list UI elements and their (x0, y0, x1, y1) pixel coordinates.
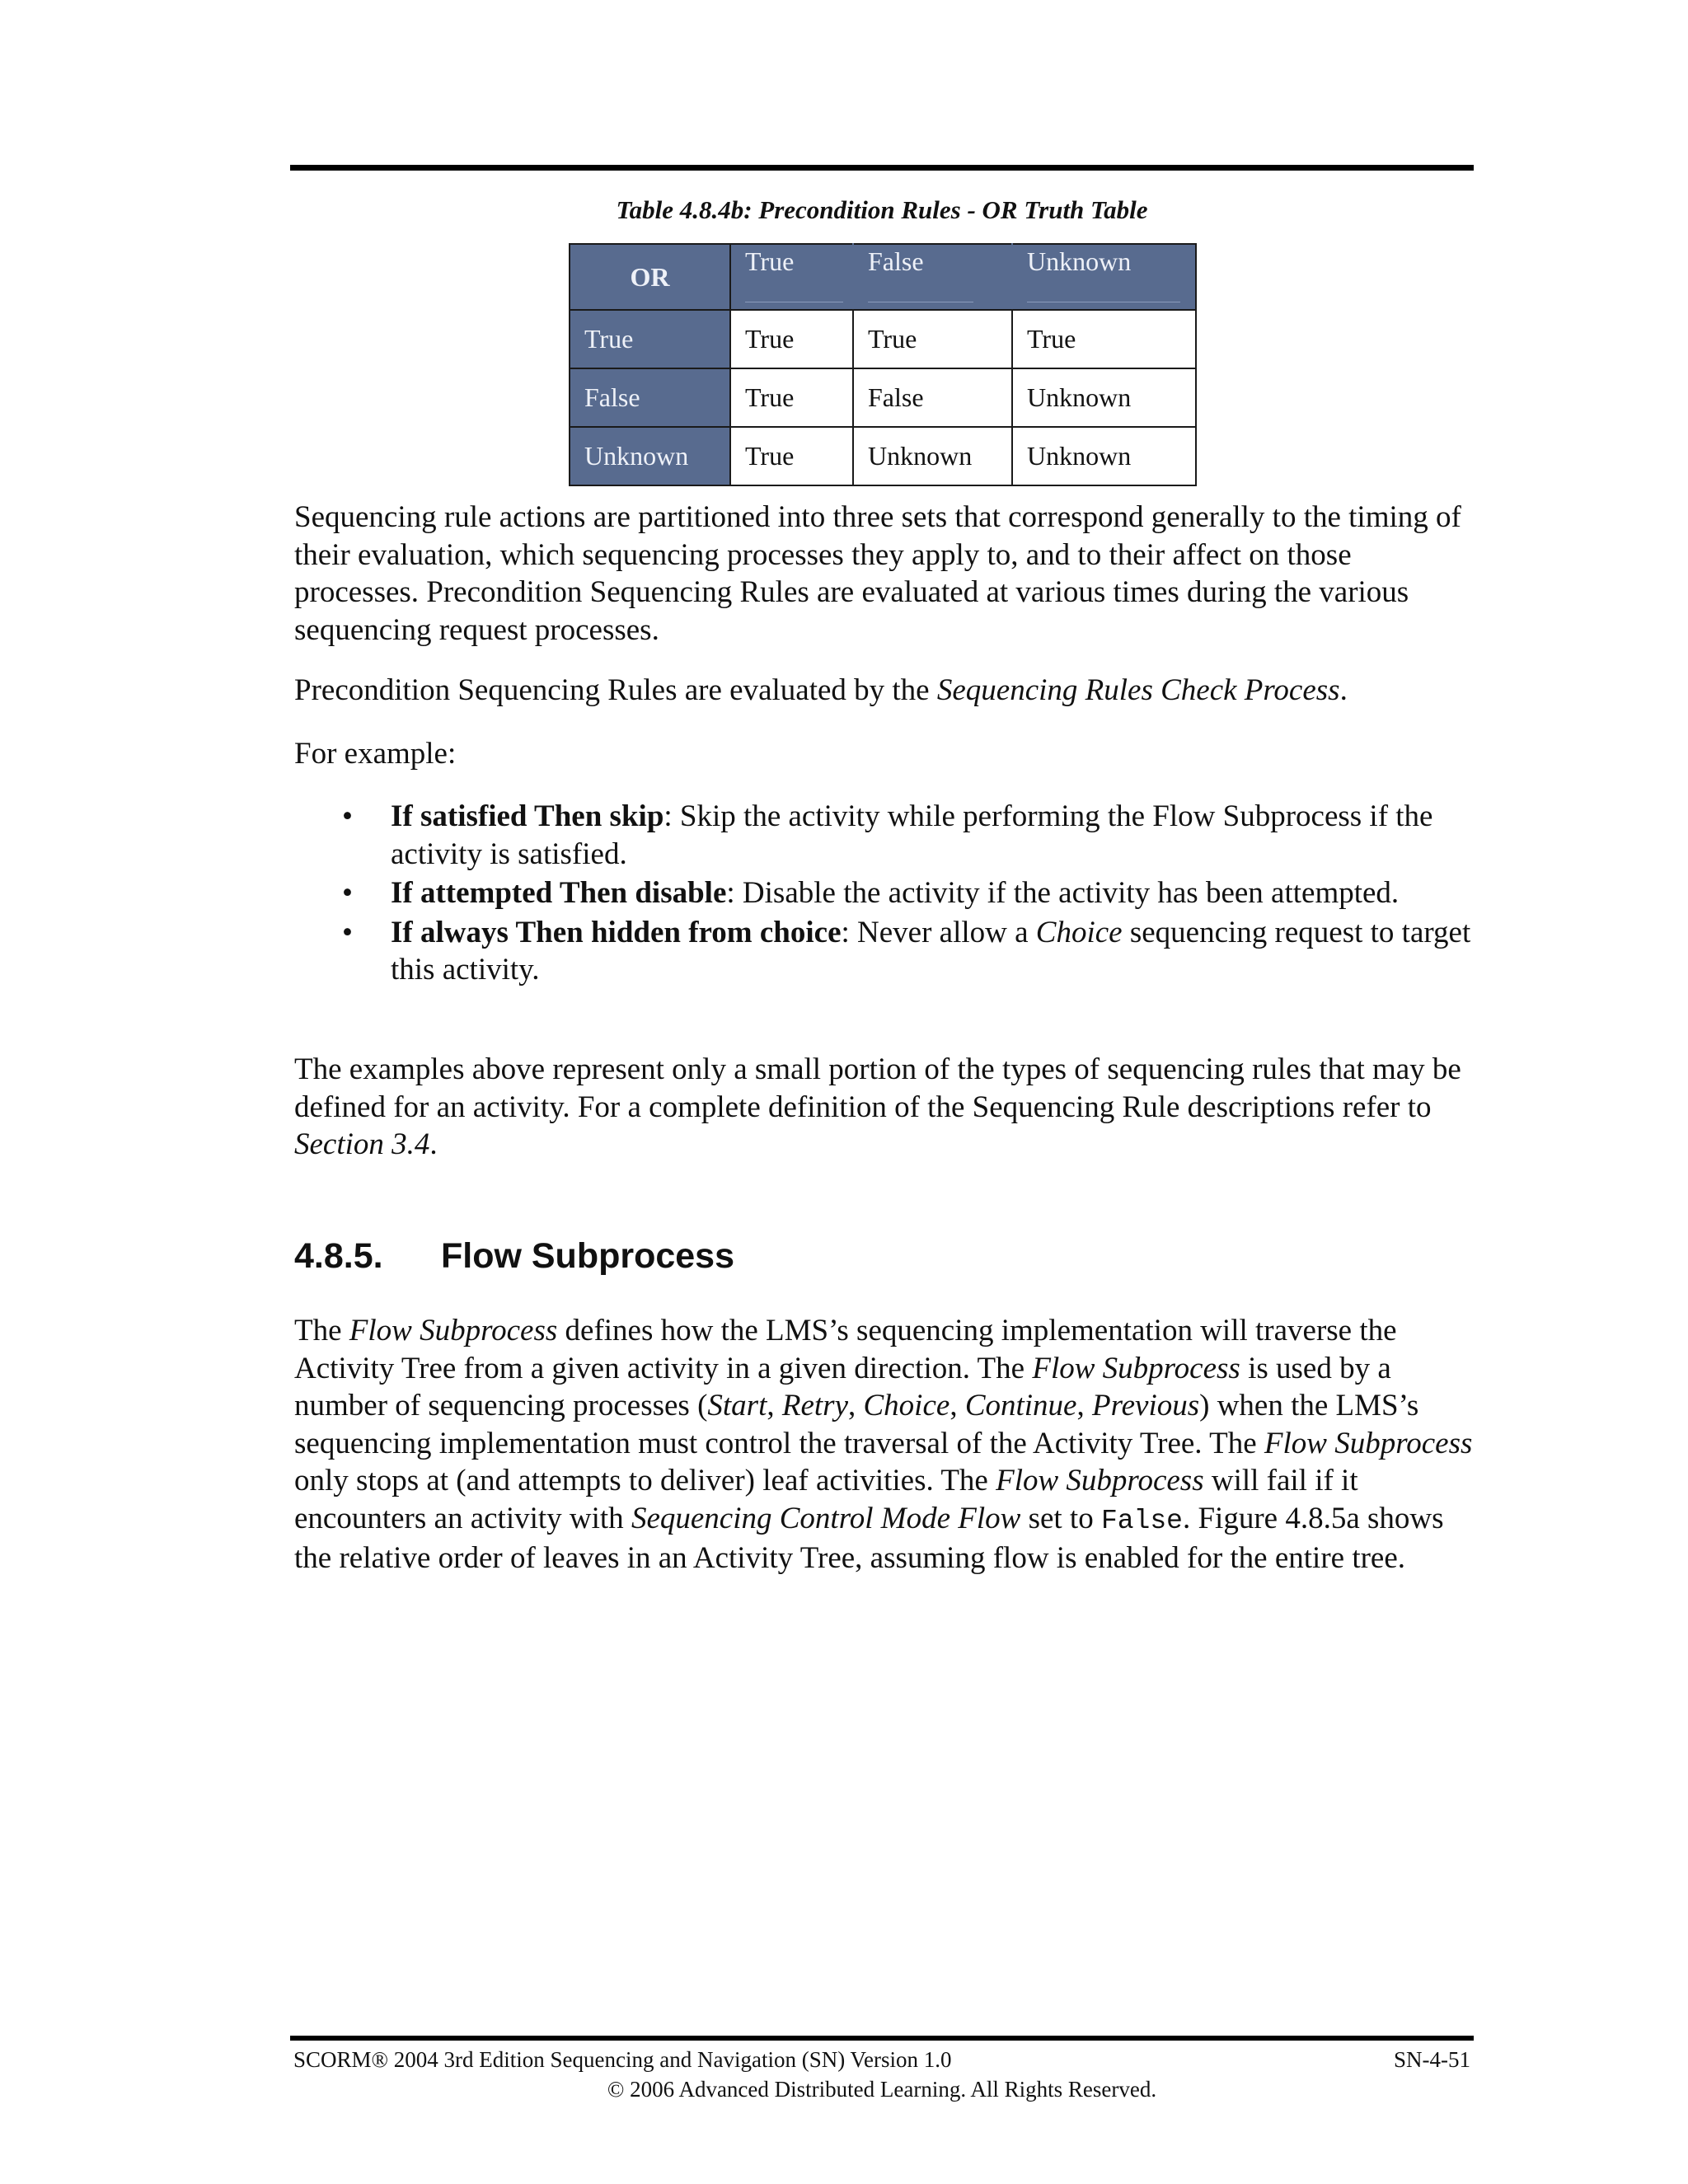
row-header: False (570, 368, 730, 427)
paragraph-precondition: Precondition Sequencing Rules are evaluated by the Sequencing Rules Check Process. (294, 673, 1348, 707)
paragraph-examples-summary: The examples above represent only a small portion of the types of sequencing rules that may be defined for an activity. For a complete definition of the Sequencing Rule descriptions refer to Section 3.4. (294, 1052, 1461, 1161)
table-cell: Unknown (853, 427, 1012, 485)
table-corner-cell: OR (570, 244, 730, 310)
table-cell: True (853, 310, 1012, 368)
row-header: True (570, 310, 730, 368)
table-cell: True (730, 310, 853, 368)
paragraph-for-example: For example: (294, 737, 457, 771)
table-cell: Unknown (1012, 427, 1196, 485)
column-header: True (730, 244, 853, 310)
table-row (570, 427, 1196, 485)
or-truth-table (569, 243, 1197, 486)
footer-copyright: © 2006 Advanced Distributed Learning. All Rights Reserved. (607, 2077, 1157, 2102)
bullet-icon: • (342, 799, 353, 833)
list-item: • If attempted Then disable: Disable the activity if the activity has been attempted. (294, 874, 1473, 912)
example-list (294, 798, 1473, 991)
row-header: Unknown (570, 427, 730, 485)
paragraph-flow-subprocess: The Flow Subprocess defines how the LMS’s sequencing implementation will traverse the Activity Tree from a given activity in a given direction. The Flow Subprocess is used by a number of sequencing processes (Start, Retry, Choice, Continue, Previous) when the LMS’s sequencing implementation must control the traversal of the Activity Tree. The Flow Subprocess only stops at (and attempts to deliver) leaf activities. The Flow Subprocess will fail if it encounters an activity with Sequencing Control Mode Flow set to False. Figure 4.8.5a shows the relative order of leaves in an Activity Tree, assuming flow is enabled for the entire tree. (294, 1314, 1473, 1575)
table-row (570, 368, 1196, 427)
table-cell: True (1012, 310, 1196, 368)
paragraph-rule-actions: Sequencing rule actions are partitioned into three sets that correspond generally to the timing of their evaluation, which sequencing processes they apply to, and to their affect on those processes. Precondition Sequencing Rules are evaluated at various times during the various sequencing request processes. (294, 500, 1461, 647)
list-item: • If satisfied Then skip: Skip the activity while performing the Flow Subprocess if the activity is satisfied. (342, 799, 1433, 871)
footer-rule (290, 2036, 1474, 2041)
column-header: False (853, 244, 1012, 310)
table-row (570, 310, 1196, 368)
list-item: • If always Then hidden from choice: Never allow a Choice sequencing request to target this activity. (342, 915, 1471, 987)
column-header: Unknown (1012, 244, 1196, 310)
page-footer (293, 2045, 1470, 2104)
header-rule (290, 165, 1474, 171)
table-cell: False (853, 368, 1012, 427)
section-heading: 4.8.5. Flow Subprocess (294, 1236, 735, 1276)
page-number: SN-4-51 (1394, 2047, 1470, 2072)
bullet-icon: • (342, 915, 353, 949)
table-cell: Unknown (1012, 368, 1196, 427)
table-cell: True (730, 427, 853, 485)
footer-title: SCORM® 2004 3rd Edition Sequencing and Navigation (SN) Version 1.0 (293, 2047, 952, 2072)
table-header-row (570, 244, 1196, 310)
table-cell: True (730, 368, 853, 427)
bullet-icon: • (342, 876, 353, 910)
table-caption: Table 4.8.4b: Precondition Rules - OR Truth Table (616, 195, 1148, 224)
